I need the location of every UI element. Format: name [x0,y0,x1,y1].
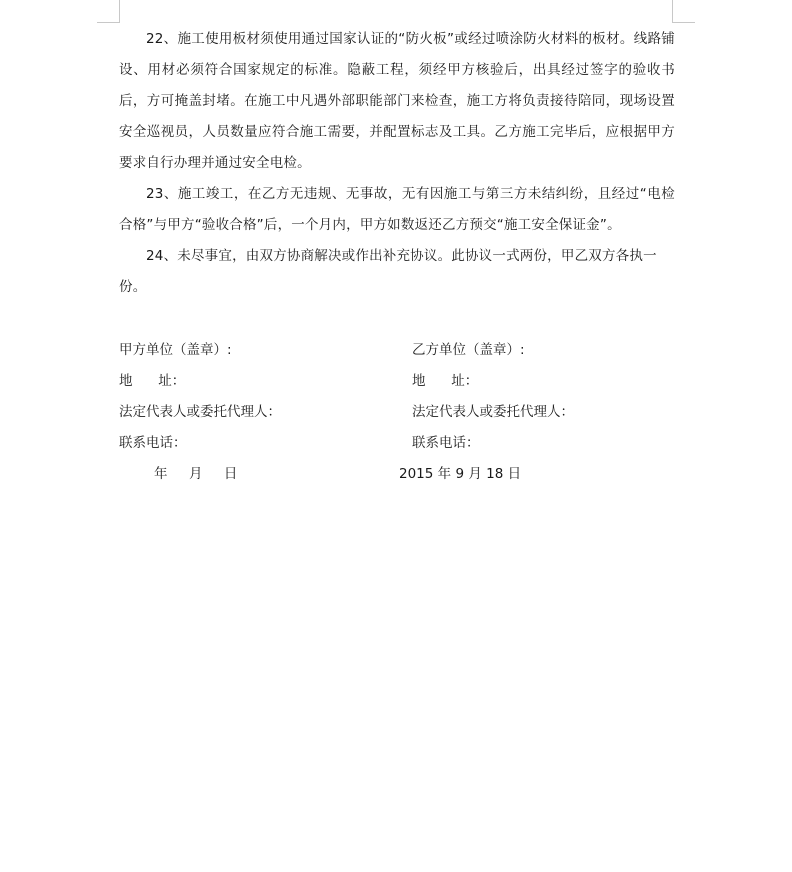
party-b-representative: 法定代表人或委托代理人： [412,404,574,420]
party-a-unit: 甲方单位（盖章）: [119,342,232,358]
contract-clauses [119,24,675,303]
crop-mark-top-right [672,0,695,23]
party-b-unit: 乙方单位（盖章）: [412,342,525,358]
party-b-address: 地 址： [412,373,479,389]
party-a-address: 地 址： [119,373,186,389]
clause-24: 24、未尽事宜，由双方协商解决或作出补充协议。此协议一式两份，甲乙双方各执一份。 [119,248,657,295]
party-a-date: 年 月 日 [154,466,238,482]
crop-mark-top-left [97,0,120,23]
party-b-date: 2015 年 9 月 18 日 [399,466,522,482]
clause-22: 22、施工使用板材须使用通过国家认证的“防火板”或经过喷涂防火材料的板材。线路铺设、用材必须符合国家规定的标准。隐蔽工程，须经甲方核验后，出具经过签字的验收书后，方可掩盖封堵。在施工中凡遇外部职能部门来检查，施工方将负责接待陪同，现场设置安全巡视员，人员数量应符合施工需要，并配置标志及工具。乙方施工完毕后，应根据甲方要求自行办理并通过安全电检。 [119,31,675,171]
party-a-phone: 联系电话： [119,435,187,451]
clause-23: 23、施工竣工，在乙方无违规、无事故，无有因施工与第三方未结纠纷，且经过“电检合格”与甲方“验收合格”后，一个月内，甲方如数返还乙方预交“施工安全保证金”。 [119,186,675,233]
party-a-representative: 法定代表人或委托代理人： [119,404,281,420]
party-b-phone: 联系电话： [412,435,480,451]
